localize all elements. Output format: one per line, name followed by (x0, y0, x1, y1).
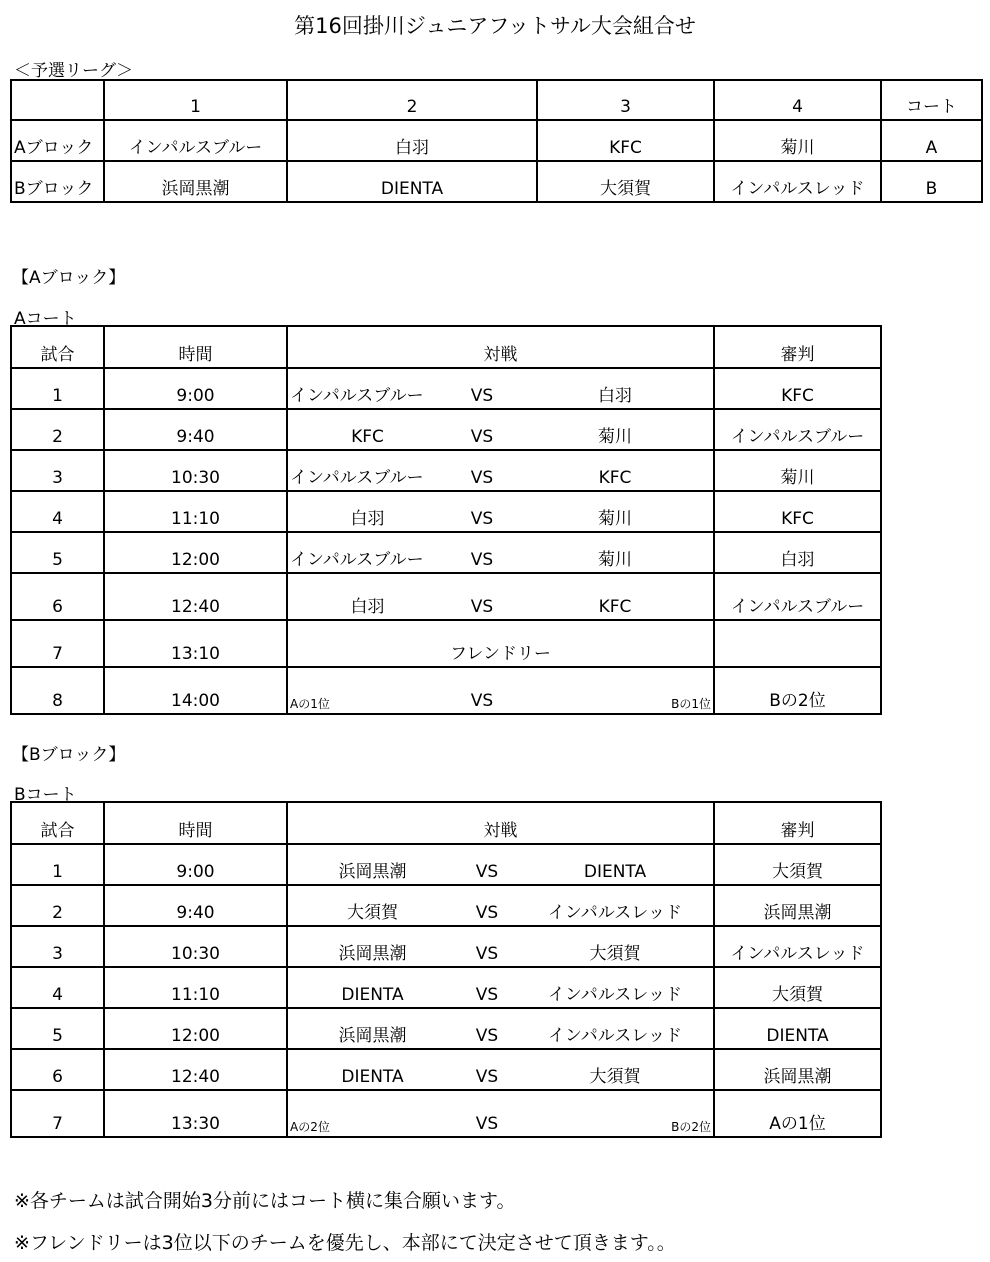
prelim-header-2: 2 (287, 80, 537, 120)
vs-label: VS (447, 368, 517, 409)
table-row (11, 885, 881, 926)
table-row (11, 1008, 881, 1049)
prelim-team: DIENTA (287, 161, 537, 202)
prelim-court: B (881, 161, 982, 202)
away-team: 大須賀 (517, 1049, 714, 1090)
referee: DIENTA (714, 1008, 881, 1049)
referee: Bの2位 (714, 667, 881, 714)
match-time: 13:30 (104, 1090, 287, 1137)
prelim-block-name: Aブロック (11, 120, 104, 161)
match-no: 7 (11, 1090, 104, 1137)
referee: KFC (714, 368, 881, 409)
vs-label: VS (457, 926, 517, 967)
prelim-team: インパルスレッド (714, 161, 881, 202)
home-team: 白羽 (287, 491, 447, 532)
prelim-label: ＜予選リーグ＞ (14, 61, 133, 81)
match-time: 11:10 (104, 491, 287, 532)
table-row (11, 573, 881, 620)
match-time: 14:00 (104, 667, 287, 714)
prelim-team: 大須賀 (537, 161, 714, 202)
vs-label: VS (447, 450, 517, 491)
home-team: 浜岡黒潮 (287, 1008, 457, 1049)
referee: KFC (714, 491, 881, 532)
match-time: 10:30 (104, 926, 287, 967)
match-time: 10:30 (104, 450, 287, 491)
header-match: 試合 (11, 802, 104, 844)
home-team: インパルスブルー (287, 450, 447, 491)
match-time: 13:10 (104, 620, 287, 667)
away-team: 大須賀 (517, 926, 714, 967)
table-row (11, 450, 881, 491)
match-time: 9:00 (104, 368, 287, 409)
block-b-court-label: Bコート (14, 785, 77, 805)
away-team: 菊川 (517, 491, 714, 532)
home-team: DIENTA (287, 1049, 457, 1090)
block-a-schedule-table (10, 325, 882, 715)
table-row (11, 926, 881, 967)
vs-label: VS (457, 967, 517, 1008)
away-team: インパルスレッド (517, 967, 714, 1008)
page-title: 第16回掛川ジュニアフットサル大会組合せ (294, 14, 696, 38)
block-a-court-label: Aコート (14, 309, 77, 329)
home-team: 大須賀 (287, 885, 457, 926)
referee: 大須賀 (714, 844, 881, 885)
table-row (11, 532, 881, 573)
note-line: ※各チームは試合開始3分前にはコート横に集合願います。 (14, 1190, 516, 1212)
table-row (11, 620, 881, 667)
prelim-team: インパルスブルー (104, 120, 287, 161)
prelim-team: KFC (537, 120, 714, 161)
match-no: 4 (11, 491, 104, 532)
prelim-team: 菊川 (714, 120, 881, 161)
referee: 白羽 (714, 532, 881, 573)
home-team: KFC (287, 409, 447, 450)
prelim-header-4: 4 (714, 80, 881, 120)
match-time: 12:00 (104, 532, 287, 573)
home-team: 白羽 (287, 573, 447, 620)
match-no: 1 (11, 844, 104, 885)
match-time: 9:40 (104, 885, 287, 926)
match-no: 8 (11, 667, 104, 714)
match-no: 2 (11, 885, 104, 926)
header-match: 試合 (11, 326, 104, 368)
header-time: 時間 (104, 326, 287, 368)
referee: 大須賀 (714, 967, 881, 1008)
prelim-header-court: コート (881, 80, 982, 120)
prelim-court: A (881, 120, 982, 161)
vs-label: VS (447, 667, 517, 714)
match-time: 9:40 (104, 409, 287, 450)
referee: インパルスブルー (714, 573, 881, 620)
schedule-header-row (11, 326, 881, 368)
friendly-match: フレンドリー (287, 620, 714, 667)
header-referee: 審判 (714, 326, 881, 368)
prelim-table (10, 79, 983, 203)
vs-label: VS (457, 1049, 517, 1090)
match-no: 7 (11, 620, 104, 667)
home-team: インパルスブルー (287, 532, 447, 573)
away-team: 菊川 (517, 409, 714, 450)
prelim-header-3: 3 (537, 80, 714, 120)
home-team: インパルスブルー (287, 368, 447, 409)
referee-empty (714, 620, 881, 667)
home-team: Aの1位 (287, 667, 447, 714)
table-row (11, 1090, 881, 1137)
table-row (11, 844, 881, 885)
referee: インパルスレッド (714, 926, 881, 967)
header-versus: 対戦 (287, 326, 714, 368)
referee: 浜岡黒潮 (714, 1049, 881, 1090)
header-referee: 審判 (714, 802, 881, 844)
prelim-row-a (11, 120, 982, 161)
away-team: Bの1位 (517, 667, 714, 714)
block-b-label: 【Bブロック】 (12, 745, 126, 765)
home-team: 浜岡黒潮 (287, 926, 457, 967)
away-team: 菊川 (517, 532, 714, 573)
home-team: Aの2位 (287, 1090, 457, 1137)
prelim-row-b (11, 161, 982, 202)
home-team: 浜岡黒潮 (287, 844, 457, 885)
referee: 菊川 (714, 450, 881, 491)
away-team: KFC (517, 450, 714, 491)
table-row (11, 667, 881, 714)
prelim-header-row (11, 80, 982, 120)
home-team: DIENTA (287, 967, 457, 1008)
vs-label: VS (447, 409, 517, 450)
away-team: インパルスレッド (517, 1008, 714, 1049)
match-time: 11:10 (104, 967, 287, 1008)
match-no: 2 (11, 409, 104, 450)
match-time: 12:40 (104, 1049, 287, 1090)
prelim-team: 浜岡黒潮 (104, 161, 287, 202)
away-team: Bの2位 (517, 1090, 714, 1137)
header-versus: 対戦 (287, 802, 714, 844)
match-no: 3 (11, 450, 104, 491)
referee: インパルスブルー (714, 409, 881, 450)
match-no: 5 (11, 532, 104, 573)
prelim-block-name: Bブロック (11, 161, 104, 202)
block-a-label: 【Aブロック】 (12, 268, 126, 288)
away-team: KFC (517, 573, 714, 620)
match-no: 4 (11, 967, 104, 1008)
block-b-schedule-table (10, 801, 882, 1138)
prelim-header-1: 1 (104, 80, 287, 120)
match-time: 12:40 (104, 573, 287, 620)
table-row (11, 409, 881, 450)
schedule-header-row (11, 802, 881, 844)
away-team: インパルスレッド (517, 885, 714, 926)
prelim-team: 白羽 (287, 120, 537, 161)
vs-label: VS (447, 491, 517, 532)
vs-label: VS (447, 532, 517, 573)
vs-label: VS (457, 1090, 517, 1137)
referee: 浜岡黒潮 (714, 885, 881, 926)
match-no: 1 (11, 368, 104, 409)
note-line: ※フレンドリーは3位以下のチームを優先し、本部にて決定させて頂きます。。 (14, 1232, 676, 1254)
vs-label: VS (457, 844, 517, 885)
away-team: DIENTA (517, 844, 714, 885)
vs-label: VS (447, 573, 517, 620)
table-row (11, 368, 881, 409)
match-time: 12:00 (104, 1008, 287, 1049)
match-time: 9:00 (104, 844, 287, 885)
prelim-header-blank (11, 80, 104, 120)
table-row (11, 491, 881, 532)
match-no: 5 (11, 1008, 104, 1049)
match-no: 6 (11, 1049, 104, 1090)
away-team: 白羽 (517, 368, 714, 409)
table-row (11, 1049, 881, 1090)
match-no: 6 (11, 573, 104, 620)
vs-label: VS (457, 1008, 517, 1049)
vs-label: VS (457, 885, 517, 926)
referee: Aの1位 (714, 1090, 881, 1137)
table-row (11, 967, 881, 1008)
match-no: 3 (11, 926, 104, 967)
header-time: 時間 (104, 802, 287, 844)
